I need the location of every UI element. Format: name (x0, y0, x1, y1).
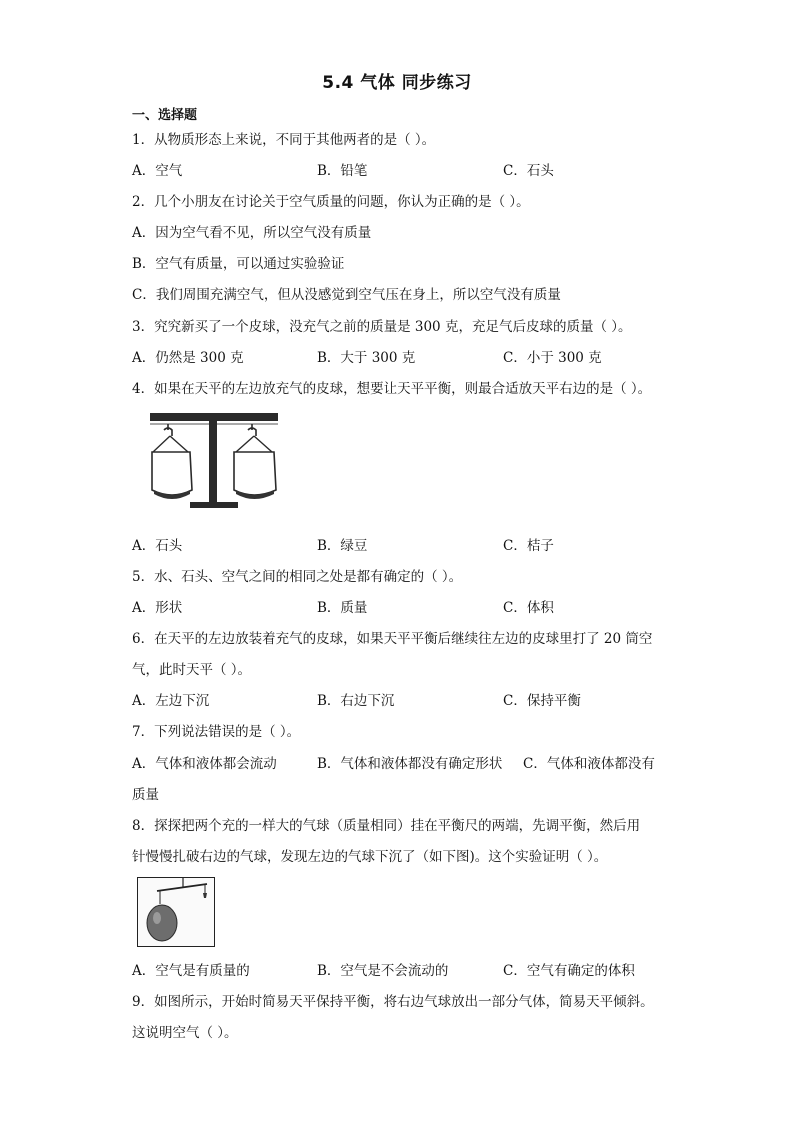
question-3-option-c[interactable]: C．小于 300 克 (503, 350, 602, 366)
question-6-option-a[interactable]: A．左边下沉 (132, 693, 210, 709)
question-2-option-a[interactable]: A．因为空气看不见，所以空气没有质量 (132, 225, 372, 241)
question-9-stem-line-2: 这说明空气（ ）。 (132, 1025, 238, 1041)
question-6-stem-line-2: 气，此时天平（ ）。 (132, 662, 252, 678)
question-5-option-b[interactable]: B．质量 (317, 600, 368, 616)
question-6-option-c[interactable]: C．保持平衡 (503, 693, 581, 709)
section-heading: 一、选择题 (132, 108, 198, 123)
question-7-option-c[interactable]: C．气体和液体都没有 (523, 756, 655, 772)
question-1-option-b[interactable]: B．铅笔 (317, 163, 368, 179)
question-7-option-b[interactable]: B．气体和液体都没有确定形状 (317, 756, 503, 772)
question-8-option-b[interactable]: B．空气是不会流动的 (317, 963, 449, 979)
question-3-stem: 3．究究新买了一个皮球，没充气之前的质量是 300 克，充足气后皮球的质量（ ）。 (132, 319, 632, 335)
question-7-option-a[interactable]: A．气体和液体都会流动 (132, 756, 277, 772)
question-1-option-c[interactable]: C．石头 (503, 163, 554, 179)
question-4-option-c[interactable]: C．桔子 (503, 538, 554, 554)
question-2-option-b[interactable]: B．空气有质量，可以通过实验验证 (132, 256, 345, 272)
question-3-option-b[interactable]: B．大于 300 克 (317, 350, 416, 366)
question-5-option-a[interactable]: A．形状 (132, 600, 183, 616)
question-8-stem-line-2: 针慢慢扎破右边的气球，发现左边的气球下沉了（如下图)。这个实验证明（ ）。 (132, 849, 608, 865)
question-8-option-a[interactable]: A．空气是有质量的 (132, 963, 250, 979)
page-title: 5.4 气体 同步练习 (322, 73, 472, 93)
balance-scale-figure (146, 410, 282, 514)
question-8-stem-line-1: 8．探探把两个充的一样大的气球（质量相同）挂在平衡尺的两端，先调平衡，然后用 (132, 818, 641, 834)
question-2-option-c[interactable]: C．我们周围充满空气，但从没感觉到空气压在身上，所以空气没有质量 (132, 287, 561, 303)
question-6-option-b[interactable]: B．右边下沉 (317, 693, 395, 709)
question-5-option-c[interactable]: C．体积 (503, 600, 554, 616)
balloon-balance-figure (137, 877, 215, 947)
question-7-stem: 7．下列说法错误的是（ ）。 (132, 724, 301, 740)
question-1-option-a[interactable]: A．空气 (132, 163, 183, 179)
question-4-stem: 4．如果在天平的左边放充气的皮球，想要让天平平衡，则最合适放天平右边的是（ ）。 (132, 381, 652, 397)
question-2-stem: 2．几个小朋友在讨论关于空气质量的问题，你认为正确的是（ ）。 (132, 194, 530, 210)
question-8-option-c[interactable]: C．空气有确定的体积 (503, 963, 635, 979)
question-9-stem-line-1: 9．如图所示，开始时简易天平保持平衡，将右边气球放出一部分气体，简易天平倾斜。 (132, 994, 654, 1010)
question-4-option-a[interactable]: A．石头 (132, 538, 183, 554)
question-7-option-c-wrap: 质量 (132, 787, 159, 803)
question-4-option-b[interactable]: B．绿豆 (317, 538, 368, 554)
question-3-option-a[interactable]: A．仍然是 300 克 (132, 350, 244, 366)
question-5-stem: 5．水、石头、空气之间的相同之处是都有确定的（ ）。 (132, 569, 463, 585)
question-1-stem: 1．从物质形态上来说，不同于其他两者的是（ ）。 (132, 132, 436, 148)
question-6-stem-line-1: 6．在天平的左边放装着充气的皮球，如果天平平衡后继续往左边的皮球里打了 20 筒空 (132, 631, 653, 647)
